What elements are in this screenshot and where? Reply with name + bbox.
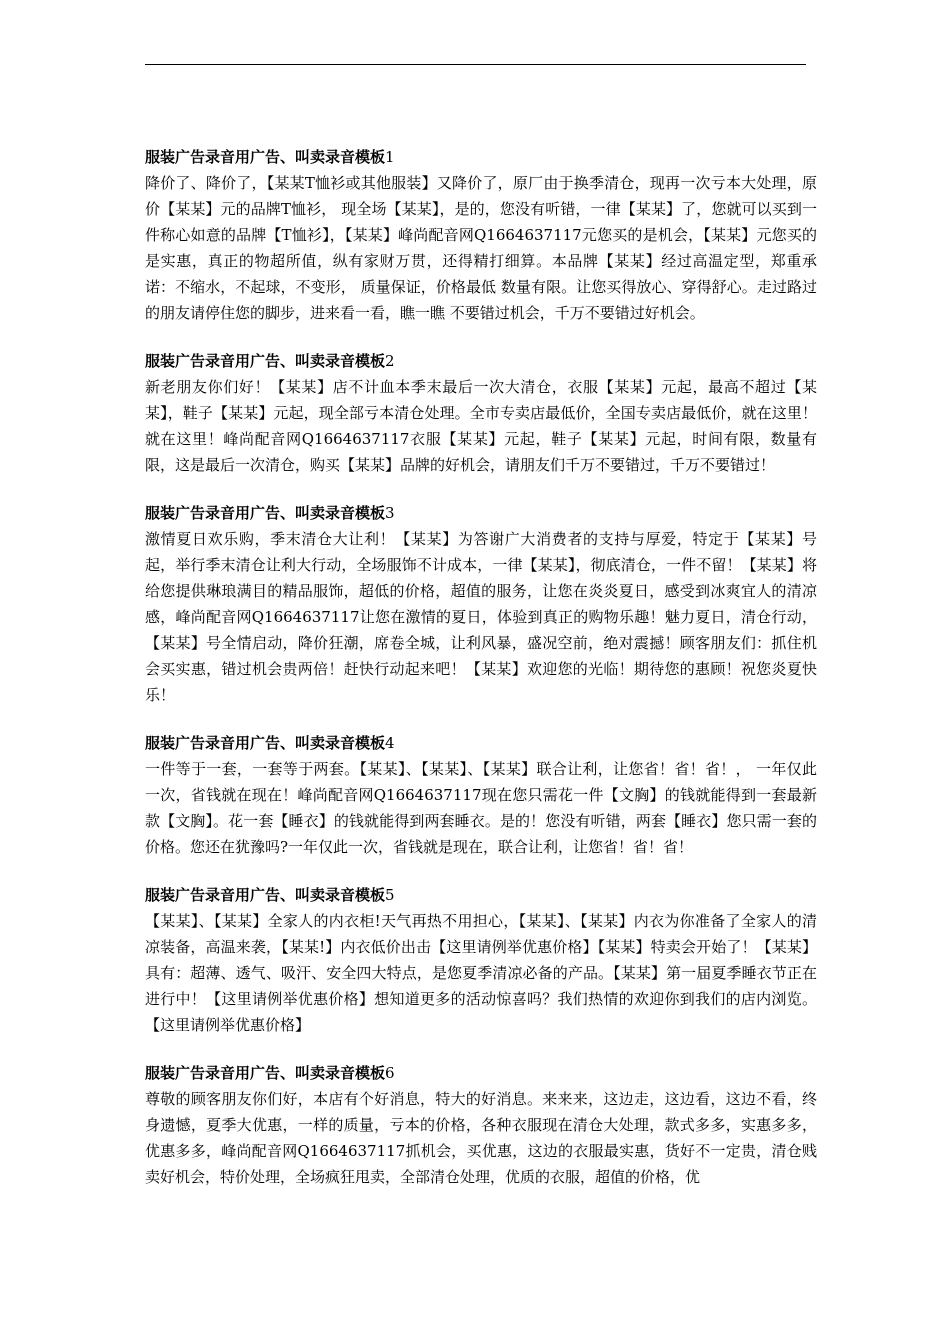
section-5 [145,882,817,1038]
section-number: 2 [385,352,395,370]
section-body: 激情夏日欢乐购，季末清仓大让利！【某某】为答谢广大消费者的支持与厚爱，特定于【某某】号起，举行季末清仓让利大行动，全场服饰不计成本，一律【某某】，彻底清仓，一件不留！【某某】将给您提供琳琅满目的精品服饰，超低的价格，超值的服务，让您在炎炎夏日，感受到冰爽宜人的清凉感，峰尚配音网Q1664637117让您在激情的夏日，体验到真正的购物乐趣！魅力夏日，清仓行动，【某某】号全情启动，降价狂潮，席卷全城，让利风暴，盛况空前，绝对震撼！顾客朋友们：抓住机会买实惠，错过机会贵两倍！赶快行动起来吧！【某某】欢迎您的光临！期待您的惠顾！祝您炎夏快乐！ [145,530,817,704]
section-title-text: 服装广告录音用广告、叫卖录音模板 [145,504,386,522]
section-title [145,500,817,526]
section-body: 一件等于一套，一套等于两套。【某某】、【某某】、【某某】联合让利，让您省！省！省！， 一年仅此一次，省钱就在现在！峰尚配音网Q1664637117现在您只需花一件【文胸】的钱就能得到一套最新款【文胸】。花一套【睡衣】的钱就能得到两套睡衣。是的！您没有听错，两套【睡衣】您只需一套的价格。您还在犹豫吗?一年仅此一次，省钱就是现在，联合让利，让您省！省！省！ [145,760,817,856]
section-number: 5 [385,886,395,904]
section-2 [145,348,817,478]
section-title [145,1060,817,1086]
section-title [145,730,817,756]
section-number: 3 [385,504,395,522]
section-6 [145,1060,817,1190]
section-1 [145,144,817,326]
section-body: 尊敬的顾客朋友你们好，本店有个好消息，特大的好消息。来来来，这边走，这边看，这边不看，终身遗憾，夏季大优惠，一样的质量，亏本的价格，各种衣服现在清仓大处理，款式多多，实惠多多，优惠多多，峰尚配音网Q1664637117抓机会，买优惠，这边的衣服最实惠，货好不一定贵，清仓贱卖好机会，特价处理，全场疯狂甩卖，全部清仓处理，优质的衣服，超值的价格，优 [145,1090,817,1186]
section-title-text: 服装广告录音用广告、叫卖录音模板 [145,734,386,752]
section-number: 4 [385,734,395,752]
section-title-text: 服装广告录音用广告、叫卖录音模板 [145,886,386,904]
section-title-text: 服装广告录音用广告、叫卖录音模板 [145,352,386,370]
section-number: 6 [385,1064,395,1082]
document-content [145,144,817,1212]
section-body: 新老朋友你们好！【某某】店不计血本季末最后一次大清仓，衣服【某某】元起，最高不超过【某某】，鞋子【某某】元起，现全部亏本清仓处理。全市专卖店最低价，全国专卖店最低价，就在这里！就在这里！峰尚配音网Q1664637117衣服【某某】元起，鞋子【某某】元起，时间有限，数量有限，这是最后一次清仓，购买【某某】品牌的好机会，请朋友们千万不要错过，千万不要错过！ [145,378,817,474]
section-title [145,348,817,374]
section-3 [145,500,817,708]
section-title [145,144,817,170]
section-title [145,882,817,908]
section-4 [145,730,817,860]
section-title-text: 服装广告录音用广告、叫卖录音模板 [145,148,386,166]
section-body: 【某某】、【某某】全家人的内衣柜!天气再热不用担心，【某某】、【某某】内衣为你准备了全家人的清凉装备，高温来袭，【某某!】内衣低价出击【这里请例举优惠价格】【某某】特卖会开始了！【某某】具有：超薄、透气、吸汗、安全四大特点，是您夏季清凉必备的产品。【某某】第一届夏季睡衣节正在进行中！【这里请例举优惠价格】想知道更多的活动惊喜吗？我们热情的欢迎你到我们的店内浏览。【这里请例举优惠价格】 [145,912,817,1034]
section-title-text: 服装广告录音用广告、叫卖录音模板 [145,1064,386,1082]
header-rule [145,64,806,65]
section-number: 1 [385,148,395,166]
section-body: 降价了、降价了，【某某T恤衫或其他服装】又降价了，原厂由于换季清仓，现再一次亏本大处理，原价【某某】元的品牌T恤衫， 现全场【某某】，是的，您没有听错，一律【某某】了，您就可以买到一件称心如意的品牌【T恤衫】，【某某】峰尚配音网Q1664637117元您买的是机会，【某某】元您买的是实惠，真正的物超所值，纵有家财万贯，还得精打细算。本品牌【某某】经过高温定型，郑重承诺：不缩水，不起球，不变形， 质量保证，价格最低 数量有限。让您买得放心、穿得舒心。走过路过的朋友请停住您的脚步，进来看一看，瞧一瞧 不要错过机会，千万不要错过好机会。 [145,174,817,322]
